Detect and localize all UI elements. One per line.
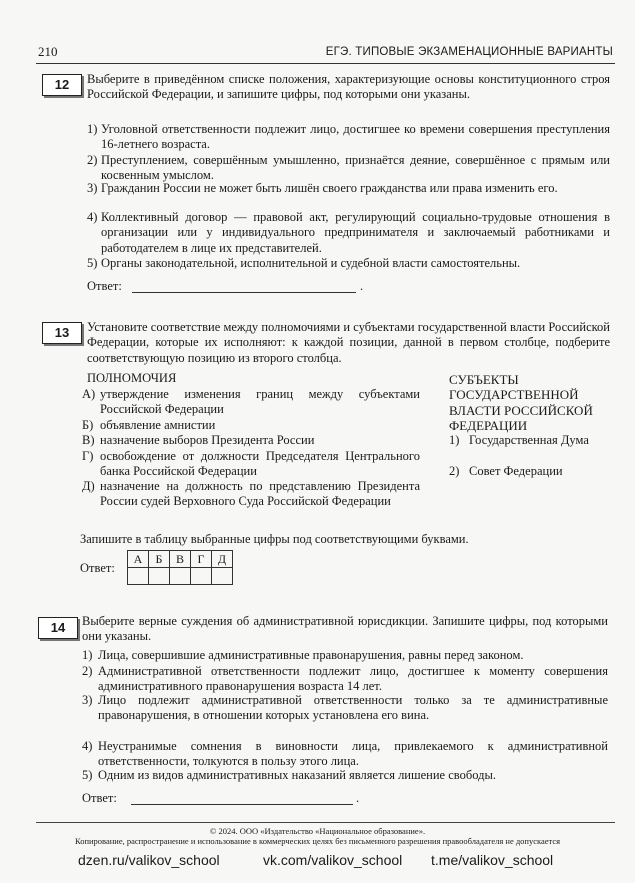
q13-left-heading: ПОЛНОМОЧИЯ bbox=[87, 371, 177, 385]
question-14-number: 14 bbox=[38, 617, 78, 639]
q12-option-1 bbox=[87, 122, 610, 153]
q12-answer-label: Ответ: bbox=[87, 279, 122, 293]
q13-subject-1-number: 1) bbox=[449, 433, 460, 447]
q13-subject-2-text: Совет Федерации bbox=[469, 464, 563, 478]
q13-item-b-text: объявление амнистии bbox=[100, 418, 216, 432]
q13-item-b-letter: Б) bbox=[82, 418, 94, 432]
q13-item-g bbox=[82, 449, 420, 480]
q13-subject-2 bbox=[449, 464, 609, 479]
q14-option-3 bbox=[82, 693, 608, 724]
q14-option-2 bbox=[82, 664, 608, 695]
q13-answer-cell-a[interactable] bbox=[128, 568, 149, 585]
q14-option-5-number: 5) bbox=[82, 768, 93, 782]
q12-option-5 bbox=[87, 256, 610, 271]
q14-answer-field[interactable] bbox=[131, 803, 353, 805]
q13-item-v-text: назначение выборов Президента России bbox=[100, 433, 315, 447]
q13-subject-2-number: 2) bbox=[449, 464, 460, 478]
q13-col-a: А bbox=[128, 551, 149, 568]
q14-option-1-number: 1) bbox=[82, 648, 93, 662]
q13-item-a bbox=[82, 387, 420, 418]
question-13-number: 13 bbox=[42, 322, 82, 344]
question-14-prompt: Выберите верные суждения об административной юрисдикции. Запишите цифры, под которыми они указаны. bbox=[82, 614, 608, 644]
q13-item-g-text: освобождение от должности Председателя Центрального банка Российской Федерации bbox=[100, 449, 420, 479]
q14-option-2-number: 2) bbox=[82, 664, 93, 678]
footer-rule bbox=[36, 822, 615, 823]
q13-answer-table-header-row bbox=[128, 551, 233, 568]
q13-col-v: В bbox=[170, 551, 191, 568]
q13-item-v bbox=[82, 433, 420, 448]
q13-item-d-text: назначение на должность по представлению Президента России судей Верховного Суда Российской Федерации bbox=[100, 479, 420, 509]
q14-option-1-text: Лица, совершившие административные правонарушения, равны перед законом. bbox=[98, 648, 524, 662]
q12-option-1-text: Уголовной ответственности подлежит лицо, достигшее ко времени совершения преступления 16-летнего возраста. bbox=[101, 122, 610, 152]
q13-answer-table bbox=[127, 550, 233, 585]
q13-item-v-letter: В) bbox=[82, 433, 95, 447]
page-number: 210 bbox=[38, 44, 58, 59]
question-12-number: 12 bbox=[42, 74, 82, 96]
q12-option-2-text: Преступлением, совершённым умышленно, признаётся деяние, совершённое с прямым или косвенным умыслом. bbox=[101, 153, 610, 183]
q12-option-4-text: Коллективный договор — правовой акт, регулирующий социально-трудовые отношения в организации или у индивидуального предпринимателя и заключаемый работниками и работодателем в лице их представителей. bbox=[101, 210, 610, 255]
q13-item-d-letter: Д) bbox=[82, 479, 95, 493]
q13-answer-cell-d[interactable] bbox=[212, 568, 233, 585]
q14-option-5-text: Одним из видов административных наказаний является лишение свободы. bbox=[98, 768, 496, 782]
q12-answer-field[interactable] bbox=[132, 291, 356, 293]
footer-notice: Копирование, распространение и использование в коммерческих целях без письменного разрешения правообладателя не допускается bbox=[74, 836, 561, 846]
q12-option-4 bbox=[87, 210, 610, 256]
q13-right-heading: СУБЪЕКТЫ ГОСУДАРСТВЕННОЙ ВЛАСТИ РОССИЙСКОЙ ФЕДЕРАЦИИ bbox=[449, 372, 593, 434]
q12-option-5-number: 5) bbox=[87, 256, 98, 270]
header-rule bbox=[36, 63, 615, 64]
q13-item-b bbox=[82, 418, 420, 433]
q13-item-d bbox=[82, 479, 420, 510]
q14-option-3-text: Лицо подлежит административной ответственности только за те административные правонарушения, в отношении которых установлена его вина. bbox=[98, 693, 608, 723]
q13-subject-1 bbox=[449, 433, 609, 448]
q12-option-2-number: 2) bbox=[87, 153, 98, 167]
q12-option-1-number: 1) bbox=[87, 122, 98, 136]
q14-option-2-text: Административной ответственности подлежит лицо, достигшее к моменту совершения административного правонарушения возраста 14 лет. bbox=[98, 664, 608, 694]
q12-option-5-text: Органы законодательной, исполнительной и судебной власти самостоятельны. bbox=[101, 256, 521, 270]
q14-option-4-text: Неустранимые сомнения в виновности лица, привлекаемого к административной ответственности, толкуются в пользу этого лица. bbox=[98, 739, 608, 769]
q13-col-d: Д bbox=[212, 551, 233, 568]
q13-col-b: Б bbox=[149, 551, 170, 568]
q13-item-a-letter: А) bbox=[82, 387, 96, 401]
q13-table-instruction: Запишите в таблицу выбранные цифры под соответствующими буквами. bbox=[80, 532, 469, 546]
q12-answer-period: . bbox=[360, 279, 364, 293]
q14-option-4 bbox=[82, 739, 608, 770]
q13-item-g-letter: Г) bbox=[82, 449, 94, 463]
q13-answer-cell-v[interactable] bbox=[170, 568, 191, 585]
q13-col-g: Г bbox=[191, 551, 212, 568]
q14-option-5 bbox=[82, 768, 608, 783]
q14-option-1 bbox=[82, 648, 608, 663]
q14-answer-label: Ответ: bbox=[82, 791, 117, 805]
question-13-prompt: Установите соответствие между полномочиями и субъектами государственной власти Российской Федерации, которые их исполняют: к каждой позиции, данной в первом столбце, подберите соответствующую позицию из второго столбца. bbox=[87, 320, 610, 365]
q13-answer-cell-g[interactable] bbox=[191, 568, 212, 585]
q13-answer-label: Ответ: bbox=[80, 561, 115, 575]
q12-option-3-number: 3) bbox=[87, 181, 98, 195]
q12-option-3-text: Гражданин России не может быть лишён своего гражданства или права изменить его. bbox=[101, 181, 558, 195]
question-12-prompt: Выберите в приведённом списке положения, характеризующие основы конституционного строя Российской Федерации, и запишите цифры, под которыми они указаны. bbox=[87, 72, 610, 102]
link-dzen[interactable]: dzen.ru/valikov_school bbox=[78, 852, 220, 868]
q13-answer-cell-b[interactable] bbox=[149, 568, 170, 585]
footer-copyright: © 2024. ООО «Издательство «Национальное образование». bbox=[209, 826, 426, 836]
q12-option-4-number: 4) bbox=[87, 210, 98, 224]
q14-option-3-number: 3) bbox=[82, 693, 93, 707]
q14-answer-period: . bbox=[356, 791, 360, 805]
q12-option-2 bbox=[87, 153, 610, 184]
q13-item-a-text: утверждение изменения границ между субъектами Российской Федерации bbox=[100, 387, 420, 417]
link-vk[interactable]: vk.com/valikov_school bbox=[263, 852, 403, 868]
q12-option-3 bbox=[87, 181, 610, 196]
q14-option-4-number: 4) bbox=[82, 739, 93, 753]
q13-subject-1-text: Государственная Дума bbox=[469, 433, 589, 447]
q13-answer-table-input-row bbox=[128, 568, 233, 585]
link-telegram[interactable]: t.me/valikov_school bbox=[431, 852, 554, 868]
running-title: ЕГЭ. ТИПОВЫЕ ЭКЗАМЕНАЦИОННЫЕ ВАРИАНТЫ bbox=[325, 46, 613, 58]
